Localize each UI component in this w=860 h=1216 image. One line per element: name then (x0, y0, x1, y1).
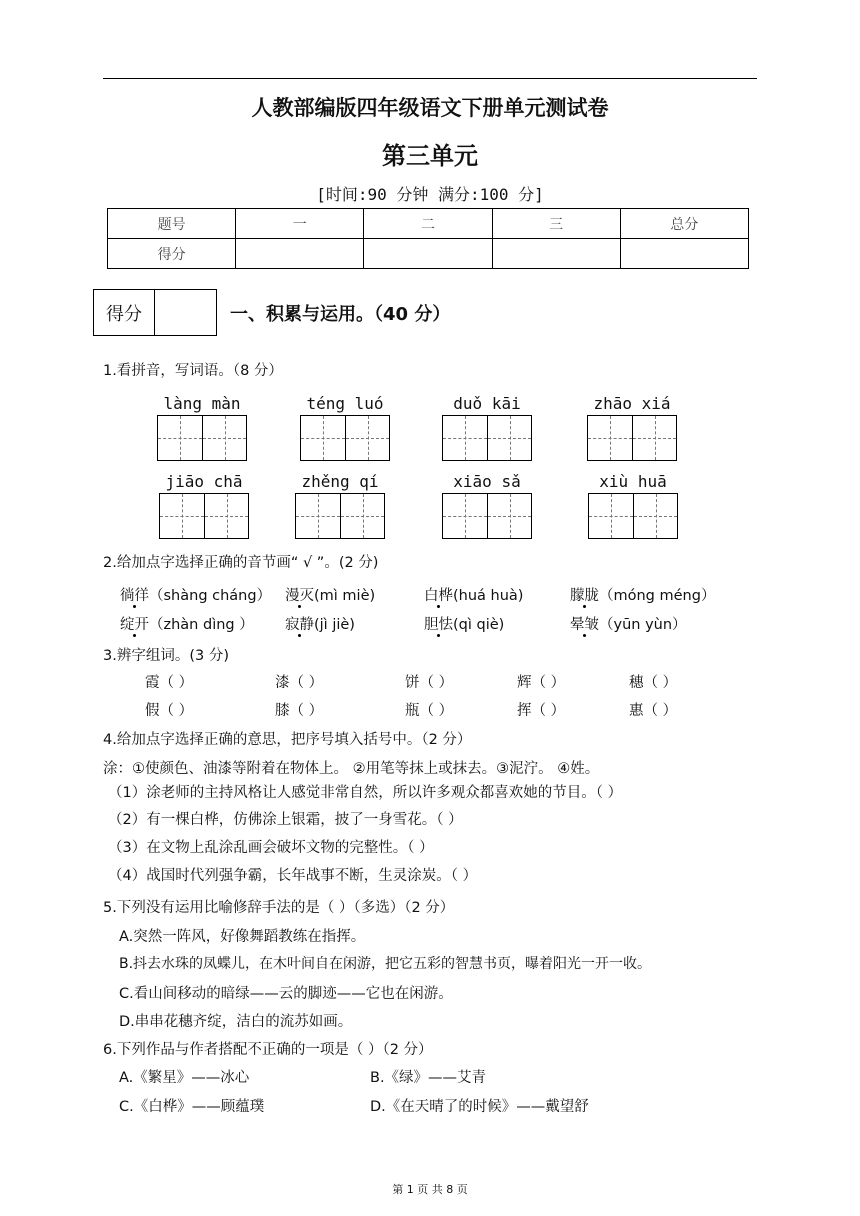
section-score-label: 得分 (94, 290, 155, 335)
q4-item[interactable]: （2）有一棵白桦，仿佛涂上银霜，披了一身雪花。（ ） (108, 812, 463, 828)
section-score-blank[interactable] (155, 290, 216, 335)
time-info: [时间:90 分钟 满分:100 分] (316, 185, 544, 204)
pinyin-label: duǒ kāi (453, 394, 521, 413)
q2-item[interactable]: 漫灭(mì miè) (285, 588, 376, 604)
header-rule (103, 78, 757, 79)
writing-grid[interactable] (300, 415, 390, 461)
q3-item[interactable]: 假（ ） (145, 703, 194, 719)
page-footer: 第 1 页 共 8 页 (392, 1183, 468, 1196)
q4-item[interactable]: （3）在文物上乱涂乱画会破坏文物的完整性。（ ） (108, 840, 434, 856)
pinyin-label: làng màn (163, 394, 241, 413)
q3-title: 3.辨字组词。(3 分) (103, 648, 229, 664)
q6-option[interactable]: A.《繁星》——冰心 (119, 1070, 250, 1086)
pinyin-item (442, 471, 532, 539)
pinyin-item (300, 393, 390, 461)
q3-item[interactable]: 霞（ ） (145, 675, 194, 691)
q3-item[interactable]: 饼（ ） (405, 675, 454, 691)
writing-grid[interactable] (157, 415, 247, 461)
score-blank-cell[interactable] (492, 239, 620, 269)
score-table (107, 208, 749, 269)
q4-title: 4.给加点字选择正确的意思，把序号填入括号中。（2 分） (103, 732, 472, 748)
q3-item[interactable]: 瓶（ ） (405, 703, 454, 719)
q3-item[interactable]: 惠（ ） (629, 703, 678, 719)
writing-grid[interactable] (442, 415, 532, 461)
q1-title: 1.看拼音，写词语。（8 分） (103, 363, 283, 379)
pinyin-item (588, 471, 678, 539)
score-table-cell: 总分 (620, 209, 748, 239)
q6-option[interactable]: D.《在天晴了的时候》——戴望舒 (370, 1099, 589, 1115)
q3-item[interactable]: 辉（ ） (517, 675, 566, 691)
pinyin-item (442, 393, 532, 461)
pinyin-item (159, 471, 249, 539)
score-table-score-row (108, 239, 749, 269)
section-title: 一、积累与运用。（40 分） (230, 304, 451, 325)
q3-item[interactable]: 膝（ ） (275, 703, 324, 719)
pinyin-label: xiù huā (599, 472, 667, 491)
q6-option[interactable]: C.《白桦》——顾蕴璞 (119, 1099, 265, 1115)
q3-item[interactable]: 穗（ ） (629, 675, 678, 691)
q2-item[interactable]: 朦胧（móng méng） (570, 588, 716, 604)
q2-item[interactable]: 徜徉（shàng cháng） (120, 588, 272, 604)
q6-title: 6.下列作品与作者搭配不正确的一项是（ ）（2 分） (103, 1042, 433, 1058)
q2-item[interactable]: 绽开（zhàn dìng ） (120, 617, 254, 633)
writing-grid[interactable] (442, 493, 532, 539)
score-blank-cell[interactable] (620, 239, 748, 269)
exam-title: 人教部编版四年级语文下册单元测试卷 (251, 96, 609, 120)
score-blank-cell[interactable] (236, 239, 364, 269)
q3-item[interactable]: 漆（ ） (275, 675, 324, 691)
q2-item[interactable]: 胆怯(qì qiè) (424, 617, 505, 633)
score-table-header-row (108, 209, 749, 239)
q5-option[interactable]: A.突然一阵风，好像舞蹈教练在指挥。 (119, 929, 366, 945)
writing-grid[interactable] (588, 493, 678, 539)
pinyin-label: jiāo chā (165, 472, 243, 491)
pinyin-item (587, 393, 677, 461)
pinyin-label: téng luó (306, 394, 384, 413)
q5-option[interactable]: D.串串花穗齐绽，洁白的流苏如画。 (119, 1014, 353, 1030)
writing-grid[interactable] (295, 493, 385, 539)
pinyin-label: zhěng qí (301, 472, 379, 491)
score-table-cell: 题号 (108, 209, 236, 239)
pinyin-item (295, 471, 385, 539)
q4-item[interactable]: （4）战国时代列强争霸，长年战事不断，生灵涂炭。（ ） (108, 868, 478, 884)
q2-item[interactable]: 白桦(huá huà) (424, 588, 524, 604)
q2-item[interactable]: 晕皱（yūn yùn） (570, 617, 687, 633)
q4-meanings: 涂：①使颜色、油漆等附着在物体上。 ②用笔等抹上或抹去。③泥泞。 ④姓。 (103, 761, 600, 777)
writing-grid[interactable] (587, 415, 677, 461)
q4-item[interactable]: （1）涂老师的主持风格让人感觉非常自然，所以许多观众都喜欢她的节目。（ ） (108, 785, 623, 801)
score-blank-cell[interactable] (364, 239, 492, 269)
pinyin-label: zhāo xiá (593, 394, 671, 413)
q6-option[interactable]: B.《绿》——艾青 (370, 1070, 487, 1086)
score-table-cell: 得分 (108, 239, 236, 269)
q3-item[interactable]: 挥（ ） (517, 703, 566, 719)
pinyin-label: xiāo sǎ (453, 472, 521, 491)
score-table-cell: 二 (364, 209, 492, 239)
score-table-cell: 一 (236, 209, 364, 239)
q5-option[interactable]: C.看山间移动的暗绿——云的脚迹——它也在闲游。 (119, 986, 453, 1002)
writing-grid[interactable] (159, 493, 249, 539)
section-score-box (93, 289, 217, 336)
q5-title: 5.下列没有运用比喻修辞手法的是（ ）（多选）（2 分） (103, 900, 455, 916)
score-table-cell: 三 (492, 209, 620, 239)
unit-title: 第三单元 (382, 142, 478, 170)
q5-option[interactable]: B.抖去水珠的凤蝶儿，在木叶间自在闲游，把它五彩的智慧书页，曝着阳光一开一收。 (119, 956, 652, 972)
q2-item[interactable]: 寂静(jì jiè) (285, 617, 355, 633)
q2-title: 2.给加点字选择正确的音节画“ √ ”。(2 分) (103, 555, 379, 571)
pinyin-item (157, 393, 247, 461)
